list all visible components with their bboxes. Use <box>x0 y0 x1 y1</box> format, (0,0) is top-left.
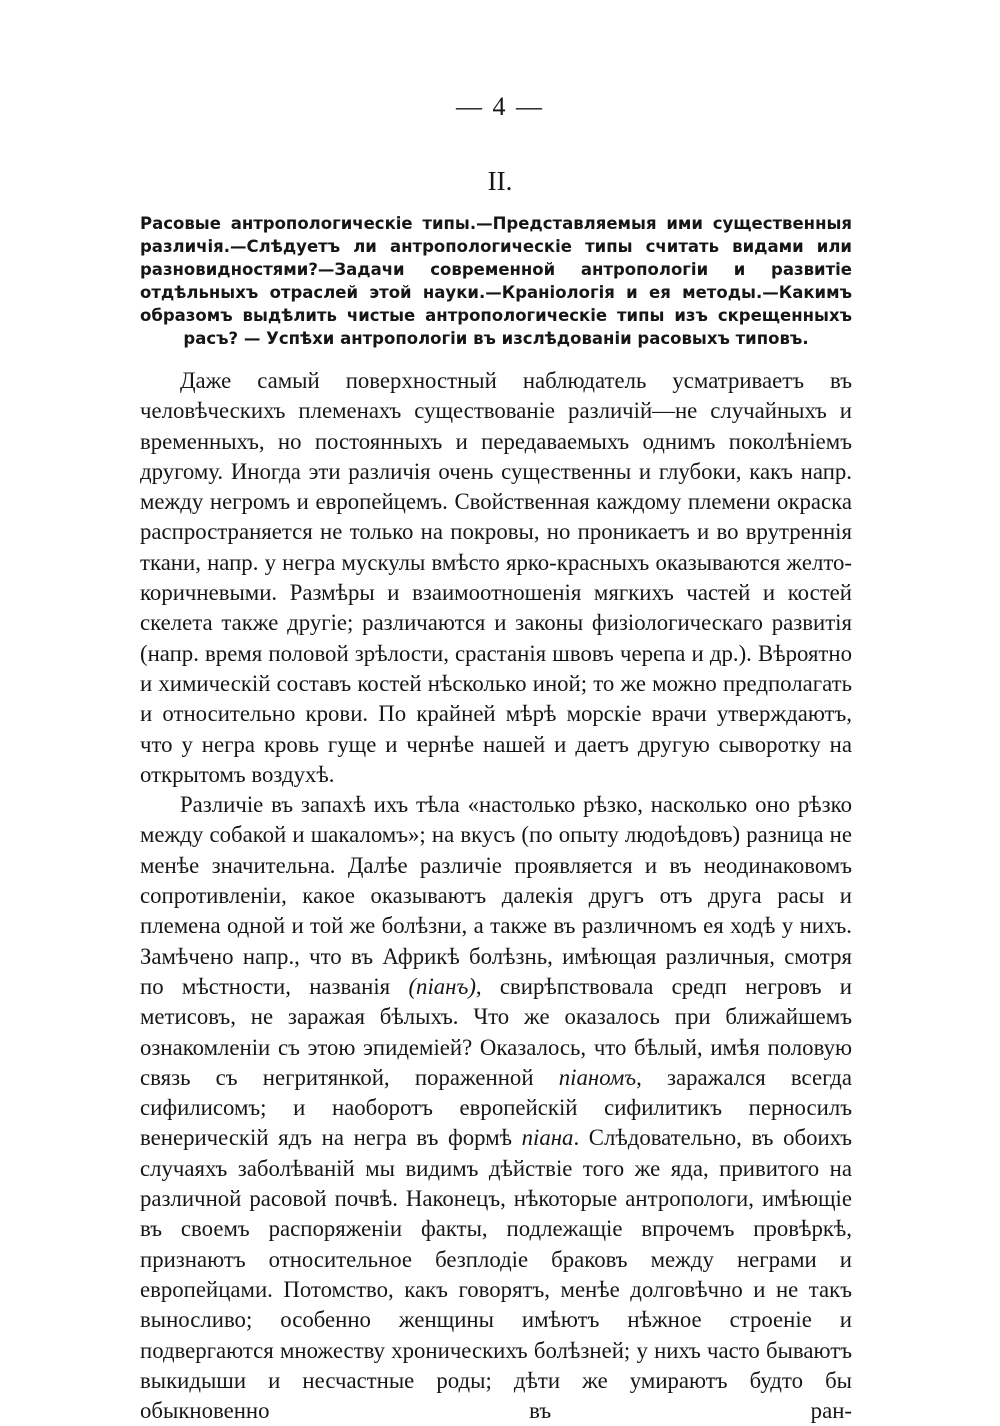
paragraph-2-text: . Слѣдовательно, въ обоихъ случаяхъ заболѣваній мы видимъ дѣйствіе того же яда, привитого на различной расовой почвѣ. Наконецъ, нѣкоторые антропологи, имѣющіе въ своемъ распоряженіи факты, подлежащіе впрочемъ провѣркѣ, признаютъ относительное безплодіе браковъ между неграми и европейцами. Потомство, какъ говорятъ, менѣе долговѣчно и не такъ выносливо; особенно женщины имѣютъ нѣжное строеніе и подвергаются множеству хроническихъ болѣзней; у нихъ часто бываютъ выкидыши и несчастные роды; дѣти же умираютъ будто бы обыкновенно въ ран- <box>140 1125 852 1424</box>
body-text <box>140 366 852 1426</box>
chapter-summary: Расовые антропологическіе типы.—Представляемыя ими существенныя различія.—Слѣдуетъ ли антропологическіе типы считать видами или разновидностями?—Задачи современной антропологіи и развитіе отдѣльныхъ отраслей этой науки.—Краніологія и ея методы.—Какимъ образомъ выдѣлить чистые антропологическіе типы изъ скрещенныхъ расъ? — Успѣхи антропологіи въ изслѣдованіи расовыхъ типовъ. <box>140 214 852 348</box>
paragraph-2 <box>140 790 852 1426</box>
paragraph-2-text: , свирѣпствовала средп негровъ и метисовъ, не заражая бѣлыхъ. Что же оказалось при ближайшемъ ознакомленіи съ этою эпидеміей? Оказалось, что бѣлый, имѣя половую связь съ негритянкой, пораженной <box>140 973 853 1090</box>
chapter-heading: II. <box>487 166 513 196</box>
paragraph-2-text: Различіе въ запахѣ ихъ тѣла «настолько рѣзко, насколько оно рѣзко между собакой и шакаломъ»; на вкусъ (по опыту людоѣдовъ) разница не менѣе значительна. Далѣе различіе проявляется и въ неодинаковомъ сопротивленіи, какое оказываютъ далекія другъ отъ друга расы и племена одной и той же болѣзни, а также въ различномъ ея ходѣ у нихъ. Замѣчено напр., что въ Африкѣ болѣзнь, имѣющая различныя, смотря по мѣстности, названія <box>140 792 852 999</box>
paragraph-2-text: , заражался всегда сифилисомъ; и наоборотъ европейскій сифилитикъ перносилъ венерическій ядъ на негра въ формѣ <box>140 1064 853 1151</box>
italic-term: (піанъ) <box>408 973 476 999</box>
italic-term: піана <box>521 1125 574 1151</box>
italic-term: піаномъ <box>558 1064 637 1090</box>
page-number: — 4 — <box>456 92 544 121</box>
paragraph-1: Даже самый поверхностный наблюдатель усматриваетъ въ человѣческихъ племенахъ существованіе различій—не случайныхъ и временныхъ, но постоянныхъ и передаваемыхъ однимъ поколѣніемъ другому. Иногда эти различія очень существенны и глубоки, какъ напр. между негромъ и европейцемъ. Свойственная каждому племени окраска распространяется не только на покровы, но проникаетъ и во врутреннія ткани, напр. у негра мускулы вмѣсто ярко-красныхъ оказываются желто-коричневыми. Размѣры и взаимоотношенія мягкихъ частей и костей скелета также другіе; различаются и законы физіологическаго развитія (напр. время половой зрѣлости, срастанія швовъ черепа и др.). Вѣроятно и химическій составъ костей нѣсколько иной; то же можно предполагать и относительно крови. По крайней мѣрѣ морскіе врачи утверждаютъ, что у негра кровь гуще и чернѣе нашей и даетъ другую сыворотку на открытомъ воздухѣ. <box>140 368 852 787</box>
